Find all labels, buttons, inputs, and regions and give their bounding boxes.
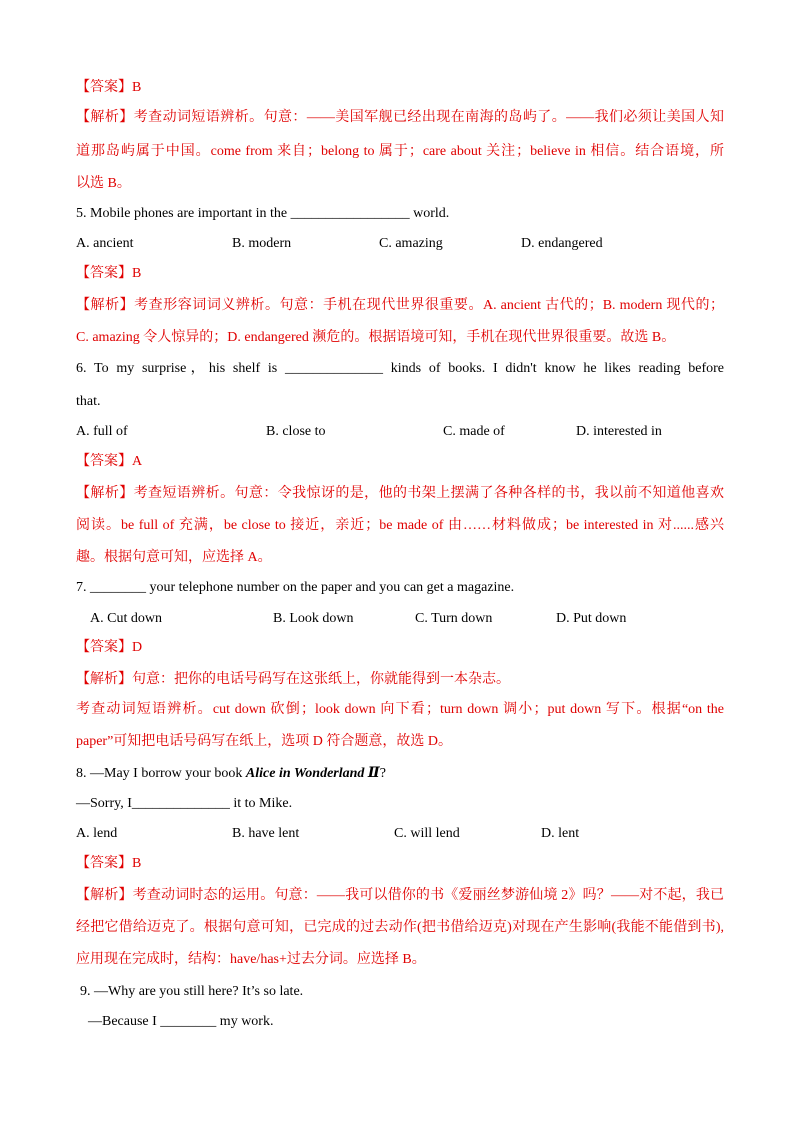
option-b: B. Look down — [273, 611, 354, 626]
question-stem: 6. To my surprise，his shelf is ______________ kinds of books. I didn't know he likes reading before — [76, 361, 724, 376]
explanation-line: 【解析】考查形容词词义辨析。句意：手机在现代世界很重要。A. ancient 古代的；B. modern 现代的； — [76, 298, 724, 313]
explanation-line: 阅读。be full of 充满，be close to 接近，亲近；be made of 由……材料做成；be interested in 对......感兴 — [76, 518, 724, 533]
option-c: C. amazing — [379, 236, 443, 251]
question-stem: 5. Mobile phones are important in the _________________ world. — [76, 206, 450, 221]
question-stem-cont: that. — [76, 394, 101, 409]
option-d: D. lent — [541, 826, 580, 841]
option-b: B. modern — [232, 236, 292, 251]
option-c: C. made of — [443, 424, 505, 439]
answer-label: 【答案】B — [76, 856, 142, 871]
option-d: D. interested in — [576, 424, 662, 439]
answer-label: 【答案】B — [76, 266, 142, 281]
option-b: B. have lent — [232, 826, 300, 841]
answer-label: 【答案】B — [76, 80, 142, 95]
option-a: A. full of — [76, 424, 128, 439]
question-stem: 9. —Why are you still here? It’s so late. — [80, 984, 304, 999]
explanation-line: 经把它借给迈克了。根据句意可知，已完成的过去动作(把书借给迈克)对现在产生影响(我能不能借到书), — [76, 920, 724, 935]
book-title: Alice in Wonderland Ⅱ — [245, 766, 380, 781]
option-a: A. lend — [76, 826, 118, 841]
explanation-line: 【解析】考查短语辨析。句意：令我惊讶的是，他的书架上摆满了各种各样的书，我以前不知道他喜欢 — [76, 486, 724, 501]
option-d: D. Put down — [556, 611, 627, 626]
stem-suffix: ? — [379, 766, 386, 781]
option-a: A. ancient — [76, 236, 134, 251]
explanation-line: 考查动词短语辨析。cut down 砍倒；look down 向下看；turn down 调小；put down 写下。根据“on the — [76, 702, 724, 717]
answer-label: 【答案】A — [76, 454, 143, 469]
explanation-line: 应用现在完成时，结构：have/has+过去分词。应选择 B。 — [76, 952, 426, 967]
option-b: B. close to — [266, 424, 326, 439]
option-d: D. endangered — [521, 236, 603, 251]
explanation-line: 【解析】句意：把你的电话号码写在这张纸上，你就能得到一本杂志。 — [76, 672, 510, 687]
explanation-line: 以选 B。 — [76, 176, 131, 191]
explanation-line: C. amazing 令人惊异的；D. endangered 濒危的。根据语境可知，手机在现代世界很重要。故选 B。 — [76, 330, 676, 345]
option-c: C. will lend — [394, 826, 460, 841]
question-stem — [76, 764, 386, 784]
explanation-line: 道那岛屿属于中国。come from 来自；belong to 属于；care about 关注；believe in 相信。结合语境，所 — [76, 144, 724, 159]
explanation-line: 【解析】考查动词时态的运用。句意：——我可以借你的书《爱丽丝梦游仙境 2》吗？——对不起，我已 — [76, 888, 724, 903]
option-a: A. Cut down — [90, 611, 162, 626]
answer-label: 【答案】D — [76, 640, 143, 655]
explanation-line: 趣。根据句意可知，应选择 A。 — [76, 550, 272, 565]
question-stem-cont: —Because I ________ my work. — [88, 1014, 274, 1029]
explanation-line: paper”可知把电话号码写在纸上，选项 D 符合题意，故选 D。 — [76, 734, 453, 749]
question-stem: 7. ________ your telephone number on the paper and you can get a magazine. — [76, 580, 515, 595]
stem-prefix: 8. —May I borrow your book — [76, 766, 246, 781]
option-c: C. Turn down — [415, 611, 493, 626]
question-stem-cont: —Sorry, I______________ it to Mike. — [76, 796, 293, 811]
explanation-line: 【解析】考查动词短语辨析。句意：——美国军舰已经出现在南海的岛屿了。——我们必须让美国人知 — [76, 110, 724, 125]
